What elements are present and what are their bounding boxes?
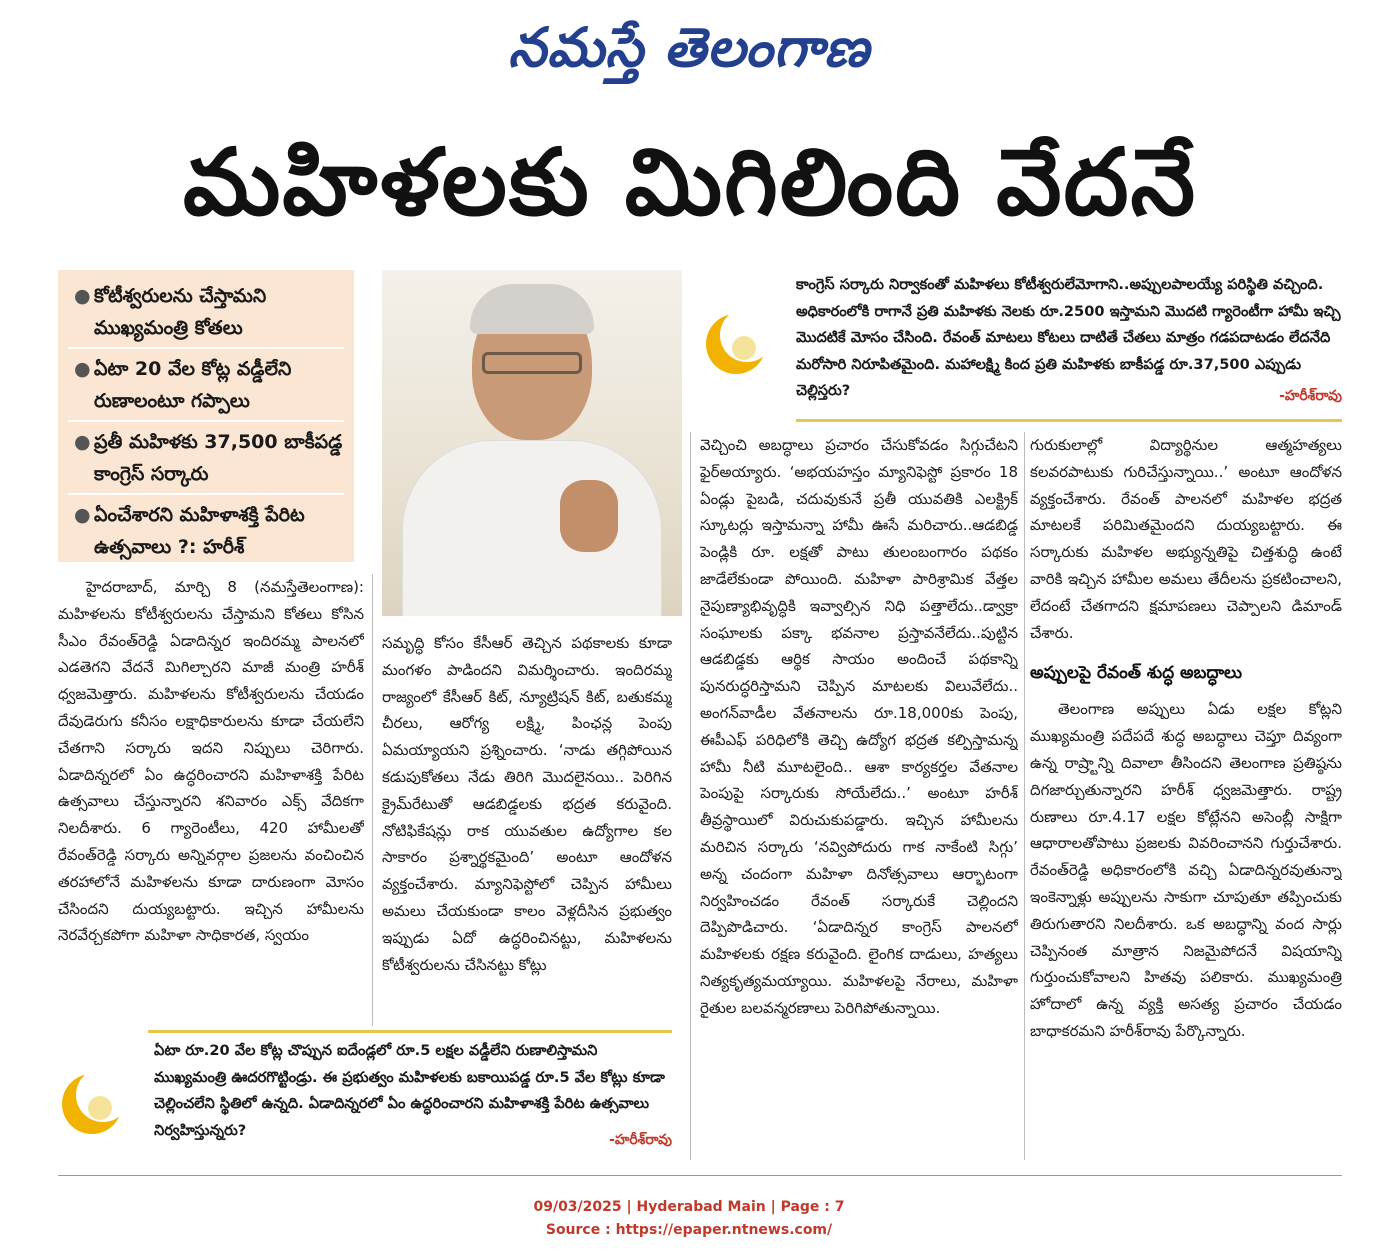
column-divider: [690, 432, 691, 1160]
photo-hair: [470, 284, 594, 334]
highlight-item: ● ఏంచేశారని మహిళాశక్తి పేరిట ఉత్సవాలు ?: హరీశ్: [68, 499, 344, 566]
subheading: అప్పులపై రేవంత్ శుద్ధ అబద్ధాలు: [1030, 663, 1242, 684]
quote-mark-icon: [706, 308, 774, 376]
photo-glasses: [482, 352, 582, 374]
photo-shirt: [402, 440, 662, 616]
highlight-item: ● కోటీశ్వరులను చేస్తామని ముఖ్యమంత్రి కోతలు: [68, 280, 344, 349]
pull-quote-bottom: [58, 1030, 672, 1160]
portrait-photo: [382, 270, 682, 616]
footer-date-edition: 09/03/2025 | Hyderabad Main | Page : 7: [533, 1199, 845, 1215]
photo-hand: [560, 480, 618, 552]
pull-quote-author: -హరీశ్‌రావు: [609, 1132, 672, 1148]
pull-quote-author: -హరీశ్‌రావు: [1279, 388, 1342, 404]
bullet-icon: ●: [74, 285, 91, 307]
highlights-box: [58, 270, 354, 562]
quote-divider: [796, 419, 1342, 422]
pull-quote-text: కాంగ్రెస్ సర్కారు నిర్వాకంతో మహిళలు కోటీశ్వరులేమోగాని..అప్పులపాలయ్యే పరిస్థితి వచ్చింది. అధికారంలోకి రాగానే ప్రతి మహిళకు నెలకు రూ.2500 ఇస్తామని మొదటి గ్యారెంటీగా హామీ ఇచ్చి మొదటికే మోసం చేసింది. రేవంత్ మాటలు కోటలు దాటితే చేతలు మాత్రం గడపదాటడం లేదనేది మరోసారి నిరూపితమైంది. మహాలక్ష్మి కింద ప్రతి మహిళకు బాకీపడ్డ రూ.37,500 ఎప్పుడు చెల్లిస్తరు?: [796, 276, 1341, 399]
quote-mark-icon: [62, 1068, 130, 1136]
article-paragraph: తెలంగాణ అప్పులు ఏడు లక్షల కోట్లని ముఖ్యమంత్రి పదేపదే శుద్ధ అబద్ధాలు చెప్తూ దివ్యంగా ఉన్న రాష్ర్టాన్ని దివాలా తీసిందని తెలంగాణ ప్రతిష్ఠను దిగజార్చుతున్నారని హరీశ్ ధ్వజమెత్తారు. రాష్ట్ర రుణాలు రూ.4.17 లక్షల కోట్లేనని అసెంబ్లీ సాక్షిగా ఆధారాలతోపాటు ప్రజలకు వివరించానని గుర్తుచేశారు. రేవంత్‌రెడ్డి అధికారంలోకి వచ్చి ఏడాదిన్నరవుతున్నా ఇంకెన్నాళ్లు అప్పులను సాకుగా చూపుతూ తప్పించుకు తిరుగుతారని నిలదీశారు. ఒక అబద్ధాన్ని వంద సార్లు చెప్పినంత మాత్రాన నిజమైపోదనే విషయాన్ని గుర్తుంచుకోవాలని హితవు పలికారు. ముఖ్యమంత్రి హోదాలో ఉన్న వ్యక్తి అసత్య ప్రచారం చేయడం బాధాకరమని హరీశ్‌రావు పేర్కొన్నారు.: [1030, 700, 1342, 1040]
bullet-icon: ●: [74, 358, 91, 380]
highlight-item: ● ఏటా 20 వేల కోట్ల వడ్డీలేని రుణాలంటూ గప్పాలు: [68, 353, 344, 422]
newspaper-masthead: నమస్తే తెలంగాణ: [508, 15, 870, 79]
quote-divider: [148, 1030, 672, 1033]
article-paragraph: గురుకులాల్లో విద్యార్థినుల ఆత్మహత్యలు కలవరపాటుకు గురిచేస్తున్నాయి..’ అంటూ ఆందోళన వ్యక్తంచేశారు. రేవంత్ పాలనలో మహిళల భద్రత మాటలకే పరిమితమైందని దుయ్యబట్టారు. ఈ సర్కారుకు మహిళల అభ్యున్నతిపై చిత్తశుద్ధి ఉంటే వారికి ఇచ్చిన హామీల అమలు తేదీలను ప్రకటించాలని, లేదంటే చేతగాదని క్షమాపణలు చెప్పాలని డిమాండ్ చేశారు.: [1030, 436, 1342, 642]
bullet-icon: ●: [74, 431, 91, 453]
bullet-icon: ●: [74, 504, 91, 526]
article-column-4: [1030, 432, 1342, 1160]
highlight-item: ● ప్రతీ మహిళకు 37,500 బాకీపడ్డ కాంగ్రెస్ సర్కారు: [68, 426, 344, 495]
article-column-3: [700, 432, 1018, 1160]
pull-quote-top: [700, 272, 1342, 420]
pull-quote-text: ఏటా రూ.20 వేల కోట్ల చొప్పున ఐదేండ్లలో రూ.5 లక్షల వడ్డీలేని రుణాలిస్తామని ముఖ్యమంత్రి ఊదరగొట్టిండ్రు. ఈ ప్రభుత్వం మహిళలకు బకాయిపడ్డ రూ.5 వేల కోట్లు కూడా చెల్లించలేని స్థితిలో ఉన్నది. ఏడాదిన్నరలో ఏం ఉద్ధరించారని మహిళాశక్తి పేరిట ఉత్సవాలు నిర్వహిస్తున్నరు?: [154, 1042, 665, 1139]
article-paragraph: హైదరాబాద్, మార్చి 8 (నమస్తేతెలంగాణ): మహిళలను కోటీశ్వరులను చేస్తామని కోతలు కోసిన సీఎం రేవంత్‌రెడ్డి ఏడాదిన్నర ఇందిరమ్మ పాలనలో ఎడతెగని వేదనే మిగిల్చారని మాజీ మంత్రి హరీశ్ ధ్వజమెత్తారు. మహిళలను కోటీశ్వరులను చేయడం దేవుడెరుగు కనీసం లక్షాధికారులను కూడా చేయలేని చేతగాని సర్కారు ఇదని నిప్పులు చెరిగారు. ఏడాదిన్నరలో ఏం ఉద్ధరించారని మహిళాశక్తి పేరిట ఉత్సవాలు చేస్తున్నారని శనివారం ఎక్స్ వేదికగా నిలదీశారు. 6 గ్యారెంటీలు, 420 హామీలతో రేవంత్‌రెడ్డి సర్కారు అన్నివర్గాల ప్రజలను వంచించిన తరహాలోనే మహిళలను కూడా దారుణంగా మోసం చేసిందని దుయ్యబట్టారు. ఇచ్చిన హామీలను నెరవేర్చకపోగా మహిళా సాధికారత, స్వయం: [58, 578, 364, 945]
footer-source-link[interactable]: Source : https://epaper.ntnews.com/: [545, 1222, 833, 1238]
article-column-2: [382, 630, 672, 1024]
column-divider: [372, 574, 373, 1026]
article-paragraph: సమృద్ధి కోసం కేసీఆర్ తెచ్చిన పథకాలకు కూడా మంగళం పాడిందని విమర్శించారు. ఇందిరమ్మ రాజ్యంలో కేసీఆర్ కిట్, న్యూట్రిషన్ కిట్, బతుకమ్మ చీరలు, ఆరోగ్య లక్ష్మి, పింఛన్ల పెంపు ఏమయ్యాయని ప్రశ్నించారు. ‘నాడు తగ్గిపోయిన కడుపుకోతలు నేడు తిరిగి మొదలైనయి.. పెరిగిన క్రైమ్‌రేటుతో ఆడబిడ్డలకు భద్రత కరువైంది. నోటిఫికేషన్లు రాక యువతుల ఉద్యోగాల కల సాకారం ప్రశ్నార్థకమైంది’ అంటూ ఆందోళన వ్యక్తంచేశారు. మ్యానిఫెస్టోలో చెప్పిన హామీలు అమలు చేయకుండా కాలం వెళ్లదీసిన ప్రభుత్వం ఇప్పుడు ఏదో ఉద్ధరించినట్టు, మహిళలను కోటీశ్వరులను చేసినట్టు కోట్లు: [382, 634, 672, 974]
article-column-1: [58, 574, 364, 1026]
headline: మహిళలకు మిగిలింది వేదనే: [182, 129, 1198, 236]
column-divider: [1024, 432, 1025, 1160]
article-paragraph: వెచ్చించి అబద్ధాలు ప్రచారం చేసుకోవడం సిగ్గుచేటని ఫైర్‌అయ్యారు. ‘అభయహస్తం మ్యానిఫెస్టో ప్రకారం 18 ఏండ్లు పైబడి, చదువుకునే ప్రతీ యువతికి ఎలక్ట్రిక్ స్కూటర్లు ఇస్తామన్నా హామీ ఊసే మరిచారు..ఆడబిడ్డ పెండ్లికి రూ. లక్షతో పాటు తులంబంగారం పథకం జాడేలేకుండా పోయింది. మహిళా పారిశ్రామిక వేత్తల నైపుణ్యాభివృద్ధికి ఇవ్వాల్సిన నిధి పత్తాలేదు..డ్వాక్రా సంఘాలకు పక్కా భవనాల ప్రస్తావనేలేదు..పుట్టిన ఆడబిడ్డకు ఆర్థిక సాయం అందించే పథకాన్ని పునరుద్ధరిస్తామని చెప్పిన మాటలకు విలువేలేదు.. అంగన్‌వాడీల వేతనాలను రూ.18,000కు పెంపు, ఈపీఎఫ్ పరిధిలోకి తెచ్చి ఉద్యోగ భద్రత కల్పిస్తామన్న హామీ నీటి మూటలైంది.. ఆశా కార్యకర్తల వేతనాల పెంపుపై సర్కారుకు సోయేలేదు..’ అంటూ హరీశ్ తీవ్రస్థాయిలో విరుచుకుపడ్డారు. ఇచ్చిన హామీలను మరిచిన సర్కారు ‘నవ్విపోదురు గాక నాకేంటి సిగ్గు’ అన్న చందంగా మహిళా దినోత్సవాలు ఆర్భాటంగా నిర్వహించడం రేవంత్ సర్కారుకే చెల్లిందని దెప్పిపొడిచారు. ‘ఏడాదిన్నర కాంగ్రెస్ పాలనలో మహిళలకు రక్షణ కరువైంది. లైంగిక దాడులు, హత్యలు నిత్యకృత్యమయ్యాయి. మహిళలపై నేరాలు, మహిళా రైతుల బలవన్మరణాలు పెరిగిపోతున్నాయి.: [700, 436, 1018, 1017]
footer-divider: [58, 1175, 1342, 1176]
